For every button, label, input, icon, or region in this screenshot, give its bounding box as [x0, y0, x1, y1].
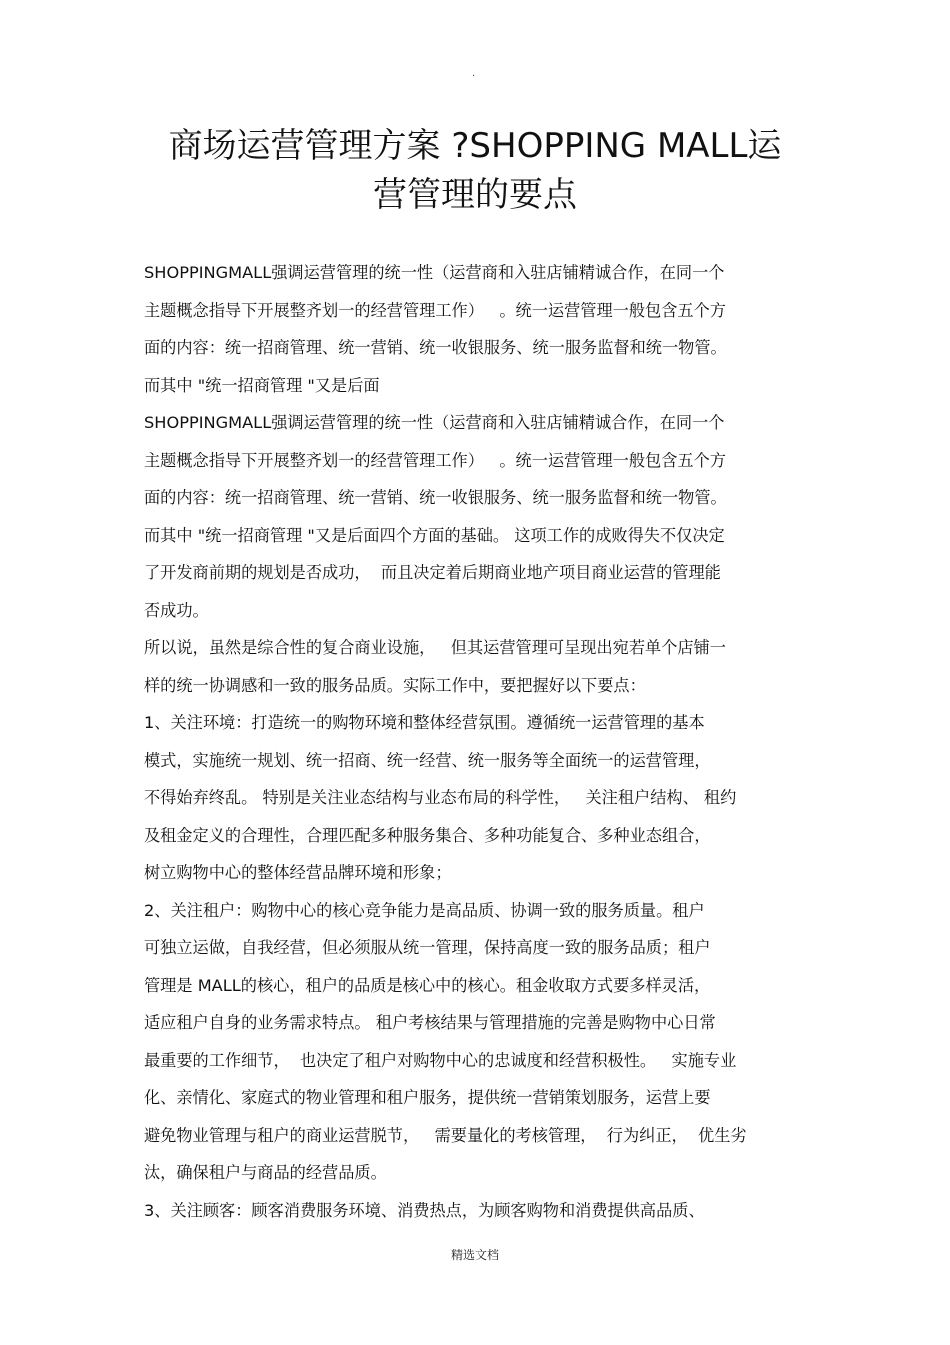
text-line: 3、关注顾客：顾客消费服务环境、消费热点，为顾客购物和消费提供高品质、	[144, 1200, 705, 1220]
text-line: 了开发商前期的规划是否成功， 而且决定着后期商业地产项目商业运营的管理能	[144, 563, 721, 582]
text-line: 及租金定义的合理性，合理匹配多种服务集合、多种功能复合、多种业态组合，	[144, 825, 711, 845]
text-line: 2、关注租户：购物中心的核心竞争能力是高品质、协调一致的服务质量。租户	[144, 900, 705, 920]
page-footer: 精选文档	[450, 1248, 499, 1262]
header-dot: ·	[472, 71, 476, 82]
text-line: 面的内容：统一招商管理、统一营销、统一收银服务、统一服务监督和统一物管。	[144, 338, 727, 357]
document-title	[0, 122, 950, 220]
text-line: 主题概念指导下开展整齐划一的经营管理工作） 。统一运营管理一般包含五个方	[144, 300, 726, 320]
title-line-2: 营管理的要点	[373, 175, 577, 215]
text-line: 树立购物中心的整体经营品牌环境和形象；	[144, 863, 452, 882]
text-line: 避免物业管理与租户的商业运营脱节， 需要量化的考核管理， 行为纠正， 优生劣	[144, 1125, 747, 1145]
title-line-1: 商场运营管理方案 ?SHOPPING MALL运	[168, 126, 782, 166]
text-line: SHOPPINGMALL强调运营管理的统一性（运营商和入驻店铺精诚合作，在同一个	[144, 413, 725, 432]
text-line: SHOPPINGMALL强调运营管理的统一性（运营商和入驻店铺精诚合作，在同一个	[144, 263, 725, 282]
text-line: 可独立运做，自我经营，但必须服从统一管理，保持高度一致的服务品质；租户	[144, 938, 711, 957]
text-line: 最重要的工作细节， 也决定了租户对购物中心的忠诚度和经营积极性。 实施专业	[144, 1050, 737, 1070]
text-line: 否成功。	[144, 600, 209, 620]
document-body	[144, 258, 816, 1233]
text-line: 1、关注环境：打造统一的购物环境和整体经营氛围。遵循统一运营管理的基本	[144, 713, 705, 732]
text-line: 样的统一协调感和一致的服务品质。实际工作中，要把握好以下要点：	[144, 675, 646, 695]
text-line: 化、亲情化、家庭式的物业管理和租户服务，提供统一营销策划服务，运营上要	[144, 1088, 711, 1107]
text-line: 而其中 "统一招商管理 "又是后面四个方面的基础。 这项工作的成败得失不仅决定	[144, 525, 725, 545]
text-line: 汰，确保租户与商品的经营品质。	[144, 1163, 387, 1182]
text-line: 管理是 MALL的核心，租户的品质是核心中的核心。租金收取方式要多样灵活，	[144, 975, 711, 995]
text-line: 所以说，虽然是综合性的复合商业设施， 但其运营管理可呈现出宛若单个店铺一	[144, 638, 726, 657]
text-line: 模式，实施统一规划、统一招商、统一经营、统一服务等全面统一的运营管理，	[144, 750, 711, 770]
text-line: 面的内容：统一招商管理、统一营销、统一收银服务、统一服务监督和统一物管。	[144, 488, 727, 507]
text-line: 适应租户自身的业务需求特点。 租户考核结果与管理措施的完善是购物中心日常	[144, 1013, 716, 1032]
text-line: 不得始弃终乱。 特别是关注业态结构与业态布局的科学性， 关注租户结构、 租约	[144, 788, 737, 807]
text-line: 而其中 "统一招商管理 "又是后面	[144, 375, 380, 395]
text-line: 主题概念指导下开展整齐划一的经营管理工作） 。统一运营管理一般包含五个方	[144, 450, 726, 470]
